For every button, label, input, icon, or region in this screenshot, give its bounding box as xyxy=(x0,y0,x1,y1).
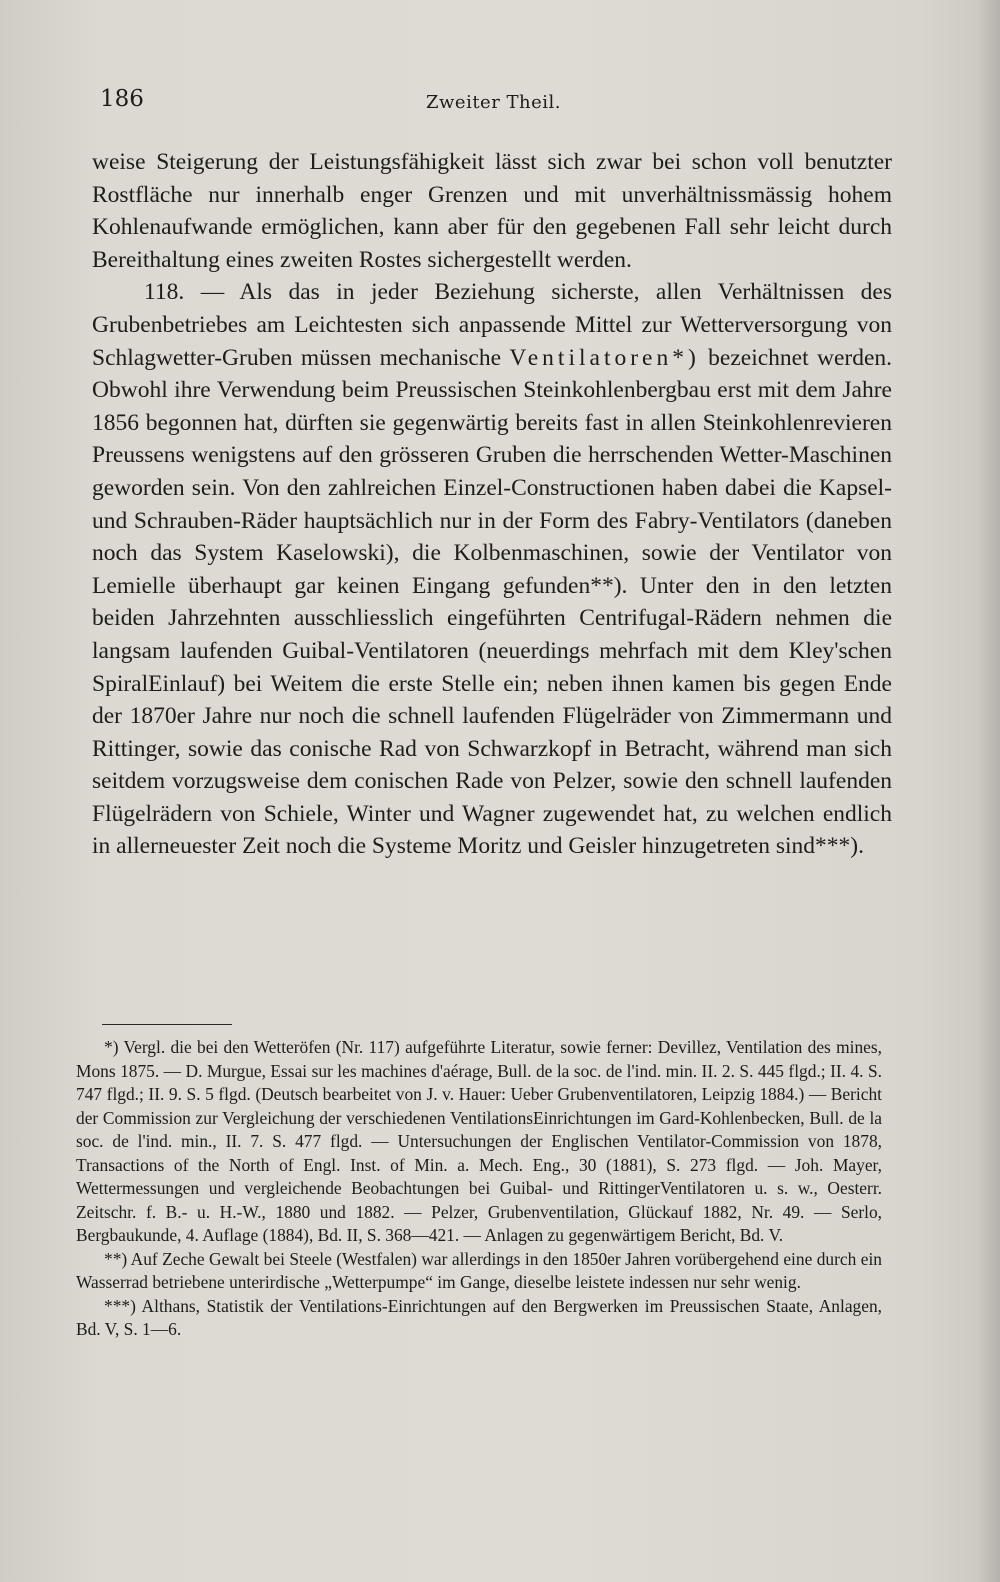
main-text xyxy=(92,146,892,863)
running-head: Zweiter Theil. xyxy=(426,92,562,113)
paragraph-118-part-b: bezeichnet werden. Obwohl ihre Verwendung beim Preussischen Steinkohlenbergbau erst mit dem Jahre 1856 begonnen hat, dürften sie gegenwärtig bereits fast in allen Steinkohlenrevieren Preussens wenigstens auf den grösseren Gruben die herrschenden Wetter-Maschinen geworden sein. Von den zahlreichen Einzel-Constructionen haben dabei die Kapsel- und Schrauben-Räder hauptsächlich nur in der Form des Fabry-Ventilators (daneben noch das System Kaselowski), die Kolbenmaschinen, sowie der Ventilator von Lemielle überhaupt gar keinen Eingang gefunden**). Unter den in den letzten beiden Jahrzehnten ausschliesslich eingeführten Centrifugal-Rädern nehmen die langsam laufenden Guibal-Ventilatoren (neuerdings mehrfach mit dem Kley'schen SpiralEinlauf) bei Weitem die erste Stelle ein; neben ihnen kamen bis gegen Ende der 1870er Jahre nur noch die schnell laufenden Flügelräder von Zimmermann und Rittinger, sowie das conische Rad von Schwarzkopf in Betracht, während man sich seitdem vorzugsweise dem conischen Rade von Pelzer, sowie den schnell laufenden Flügelrädern von Schiele, Winter und Wagner zugewendet hat, zu welchen endlich in allerneuester Zeit noch die Systeme Moritz und Geisler hinzugetreten sind***). xyxy=(92,344,893,860)
paragraph-118-part-a: 118. — Als das in jeder Beziehung sicherste, allen Verhältnissen des Grubenbetriebes am Leichtesten sich anpassende Mittel zur Wetterversorgung von Schlagwetter-Gruben müssen mechanische xyxy=(92,279,892,371)
footnote-2: **) Auf Zeche Gewalt bei Steele (Westfalen) war allerdings in den 1850er Jahren vorübergehend eine durch ein Wasserrad betriebene unterirdische „Wetterpumpe“ im Gange, dieselbe leistete indessen nur sehr wenig. xyxy=(76,1248,882,1292)
page-number: 186 xyxy=(100,86,144,112)
footnote-rule xyxy=(102,1024,232,1025)
page-header xyxy=(96,84,896,124)
paragraph-continuation: weise Steigerung der Leistungsfähigkeit lässt sich zwar bei schon voll benutzter Rostfläche nur innerhalb enger Grenzen und mit unverhältnissmässig hohem Kohlenaufwande ermöglichen, kann aber für den gegebenen Fall sehr leicht durch Bereithaltung eines zweiten Rostes sichergestellt werden. xyxy=(92,149,892,273)
footnote-1: *) Vergl. die bei den Wetteröfen (Nr. 117) aufgeführte Literatur, sowie ferner: Devillez, Ventilation des mines, Mons 1875. — D. Murgue, Essai sur les machines d'aérage, Bull. de la soc. de l'ind. min. II. 2. S. 445 flgd.; II. 4. S. 747 flgd.; II. 9. S. 5 flgd. (Deutsch bearbeitet von J. v. Hauer: Ueber Grubenventilatoren, Leipzig 1884.) — Bericht der Commission zur Vergleichung der verschiedenen VentilationsEinrichtungen im Gard-Kohlenbecken, Bull. de la soc. de l'ind. min., II. 7. S. 477 flgd. — Untersuchungen der Englischen Ventilator-Commission von 1878, Transactions of the North of Engl. Inst. of Min. a. Mech. Eng., 30 (1881), S. 273 flgd. — Joh. Mayer, Wettermessungen und vergleichende Beobachtungen bei Guibal- und RittingerVentilatoren u. s. w., Oesterr. Zeitschr. f. B.- u. H.-W., 1880 und 1882. — Pelzer, Grubenventilation, Glückauf 1882, Nr. 49. — Serlo, Bergbaukunde, 4. Auflage (1884), Bd. II, S. 368—421. — Anlagen zu gegenwärtigem Bericht, Bd. V. xyxy=(76,1037,882,1245)
paragraph-118 xyxy=(92,276,892,863)
spaced-term-ventilatoren: Ventilatoren*) xyxy=(509,344,700,371)
footnote-3: ***) Althans, Statistik der Ventilations-Einrichtungen auf den Bergwerken im Preussischen Staate, Anlagen, Bd. V, S. 1—6. xyxy=(76,1295,882,1339)
footnotes xyxy=(76,1036,882,1342)
page-edge-shadow xyxy=(976,0,1000,1582)
